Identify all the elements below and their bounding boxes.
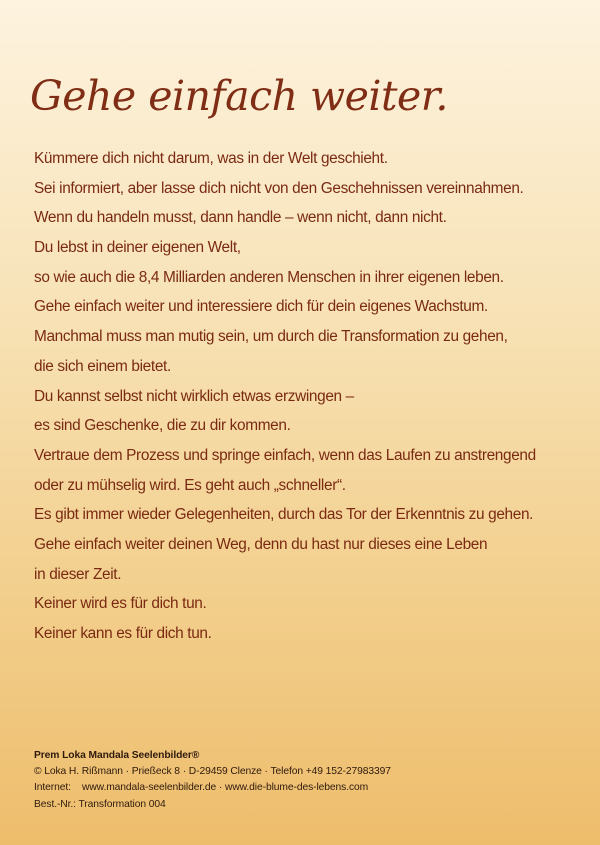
poem-line: Keiner wird es für dich tun. <box>34 595 207 613</box>
imprint <box>34 748 574 813</box>
poem-line: Sei informiert, aber lasse dich nicht von den Geschehnissen vereinnahmen. <box>34 179 524 197</box>
order-label: Best.-Nr.: <box>34 798 76 810</box>
website-link-1[interactable]: www.mandala-seelenbilder.de <box>82 782 217 794</box>
poem-line: Du lebst in deiner eigenen Welt, <box>34 239 241 257</box>
poem-line: in dieser Zeit. <box>34 565 122 583</box>
poem-line: Gehe einfach weiter deinen Weg, denn du hast nur dieses eine Leben <box>34 535 488 553</box>
poem-text <box>34 145 594 650</box>
website-link-2[interactable]: www.die-blume-des-lebens.com <box>224 782 369 794</box>
poem-line: Keiner kann es für dich tun. <box>34 625 212 642</box>
poem-line: Es gibt immer wieder Gelegenheiten, durch das Tor der Erkenntnis zu gehen. <box>34 506 534 524</box>
internet-label: Internet: <box>34 782 71 794</box>
order-number: Transformation 004 <box>78 798 166 810</box>
brand-name: Prem Loka Mandala Seelenbilder® <box>34 750 200 761</box>
order-line <box>34 797 574 813</box>
poem-line: so wie auch die 8,4 Milliarden anderen Menschen in ihrer eigenen leben. <box>34 268 504 286</box>
poem-line: die sich einem bietet. <box>34 357 171 375</box>
page-title: Gehe einfach weiter. <box>30 72 448 120</box>
poem-line: Manchmal muss man mutig sein, um durch die Transformation zu gehen, <box>34 328 508 346</box>
poem-line: Gehe einfach weiter und interessiere dich für dein eigenes Wachstum. <box>34 298 488 316</box>
poem-line: Wenn du handeln musst, dann handle – wenn nicht, dann nicht. <box>34 209 447 227</box>
poem-line: Vertraue dem Prozess und springe einfach, wenn das Laufen zu anstrengend <box>34 446 536 464</box>
poem-line: oder zu mühselig wird. Es geht auch „schneller“. <box>34 476 346 494</box>
poem-line: Kümmere dich nicht darum, was in der Welt geschieht. <box>34 150 388 167</box>
internet-line <box>34 780 574 796</box>
poem-line: es sind Geschenke, die zu dir kommen. <box>34 417 291 435</box>
separator: · <box>218 782 223 794</box>
contact-line: © Loka H. Rißmann · Prießeck 8 · D-29459 Clenze · Telefon +49 152-27983397 <box>34 766 391 778</box>
poem-line: Du kannst selbst nicht wirklich etwas erzwingen – <box>34 387 354 405</box>
